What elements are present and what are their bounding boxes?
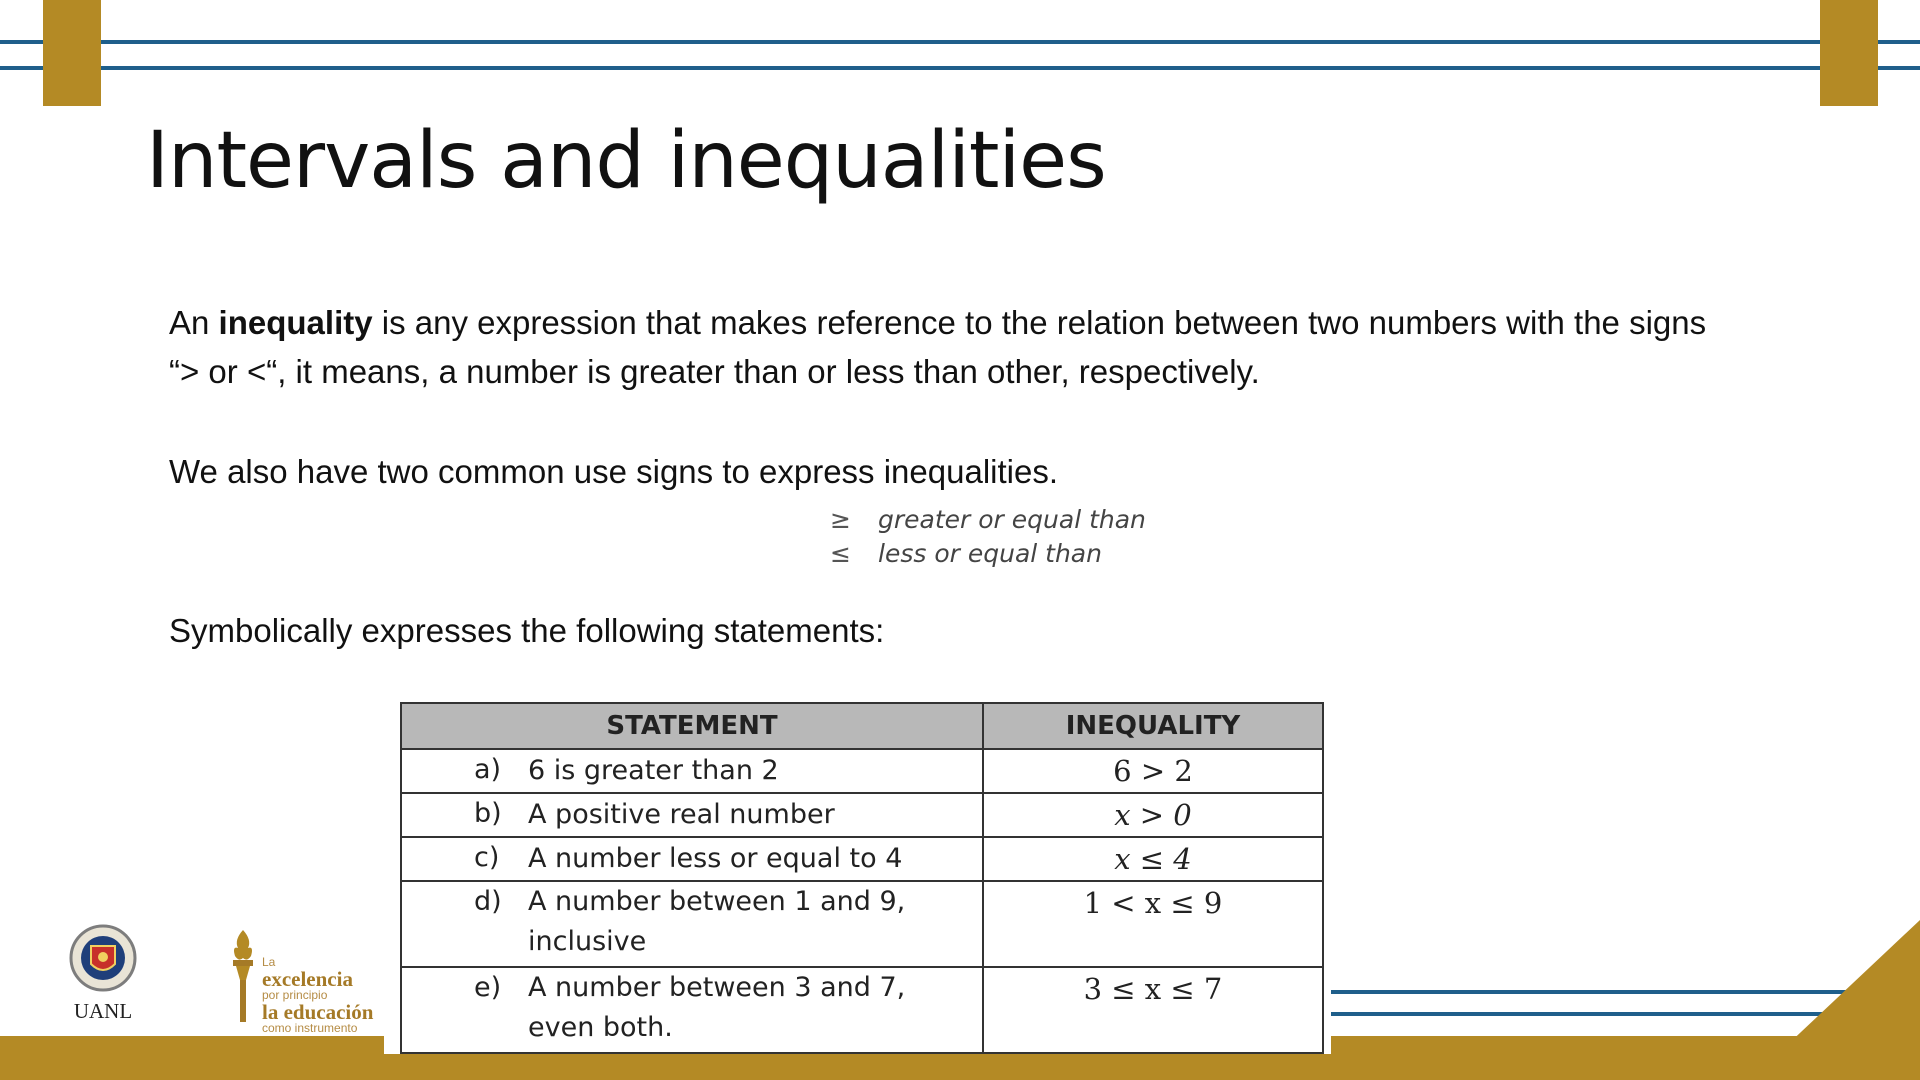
table-row xyxy=(401,881,1323,967)
table-row xyxy=(401,793,1323,837)
motto-line-4: la educación xyxy=(262,1000,374,1024)
statement-cell xyxy=(401,881,983,967)
definition-paragraph xyxy=(169,298,1729,396)
top-blue-line-1 xyxy=(0,40,1920,44)
inequality-table-panel xyxy=(384,692,1331,1054)
row-letter: d) xyxy=(474,886,502,917)
sign-row-geq xyxy=(830,503,1146,537)
table-row xyxy=(401,967,1323,1053)
statement-cell xyxy=(401,749,983,793)
row-letter: b) xyxy=(474,798,502,829)
inequality-cell: x ≤ 4 xyxy=(983,837,1323,881)
signs-legend xyxy=(830,503,1146,571)
statement-cell xyxy=(401,967,983,1053)
top-left-gold-block xyxy=(43,0,101,106)
slide-title: Intervals and inequalities xyxy=(146,116,1106,206)
row-letter: e) xyxy=(474,972,502,1003)
inequality-cell: 3 ≤ x ≤ 7 xyxy=(983,967,1323,1053)
definition-bold-term: inequality xyxy=(218,304,373,341)
signs-intro-paragraph: We also have two common use signs to express inequalities. xyxy=(169,453,1059,490)
uanl-label: UANL xyxy=(73,999,133,1023)
table-row xyxy=(401,749,1323,793)
header-inequality: INEQUALITY xyxy=(983,703,1323,749)
definition-suffix: is any expression that makes reference to the relation between two numbers with the signs “> or <“, it means, a number is greater than or less than other, respectively. xyxy=(169,304,1707,390)
row-letter: a) xyxy=(474,754,502,785)
table-row xyxy=(401,837,1323,881)
statement-text: 6 is greater than 2 xyxy=(528,755,779,786)
statement-text: A number between 1 and 9, inclusive xyxy=(528,886,906,957)
geq-symbol: ≥ xyxy=(830,505,851,534)
leq-symbol: ≤ xyxy=(830,539,851,568)
geq-label: greater or equal than xyxy=(878,505,1146,534)
motto-line-3: por principio xyxy=(262,988,328,1002)
statement-text: A number less or equal to 4 xyxy=(528,843,903,874)
table-header-row xyxy=(401,703,1323,749)
row-letter: c) xyxy=(474,842,500,873)
motto-logo xyxy=(226,928,374,1035)
top-right-gold-block xyxy=(1820,0,1878,106)
statement-text: A positive real number xyxy=(528,799,835,830)
inequality-table xyxy=(400,702,1324,1054)
sign-row-leq xyxy=(830,537,1146,571)
header-statement: STATEMENT xyxy=(401,703,983,749)
uanl-logo xyxy=(66,924,140,1024)
statement-cell xyxy=(401,793,983,837)
top-blue-line-2 xyxy=(0,66,1920,70)
symbolic-intro-paragraph: Symbolically expresses the following statements: xyxy=(169,612,885,649)
motto-text xyxy=(262,956,373,1035)
definition-prefix: An xyxy=(169,304,219,341)
motto-line-2: excelencia xyxy=(262,967,353,991)
inequality-cell: x > 0 xyxy=(983,793,1323,837)
inequality-cell: 1 < x ≤ 9 xyxy=(983,881,1323,967)
inequality-cell: 6 > 2 xyxy=(983,749,1323,793)
torch-icon xyxy=(226,928,260,1024)
leq-label: less or equal than xyxy=(878,539,1102,568)
statement-cell xyxy=(401,837,983,881)
motto-line-5: como instrumento xyxy=(262,1021,358,1035)
statement-text: A number between 3 and 7, even both. xyxy=(528,972,906,1043)
motto-line-1: La xyxy=(262,955,276,969)
uanl-seal-icon xyxy=(69,924,137,992)
